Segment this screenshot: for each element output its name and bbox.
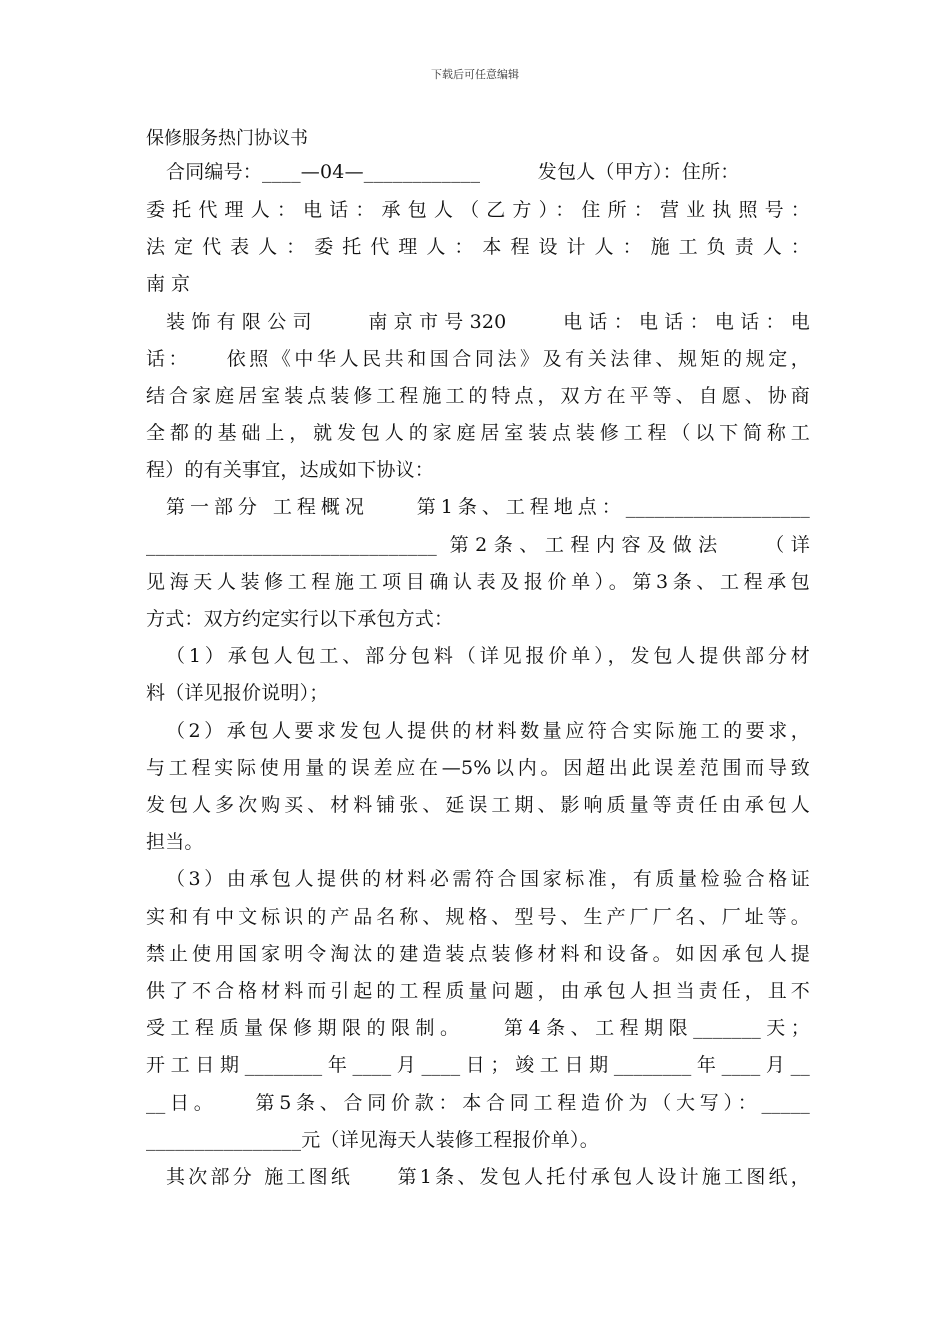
document-title: 保修服务热门协议书: [146, 128, 308, 149]
body-line: 见海天人装修工程施工项目确认表及报价单）。第3条、工程承包: [146, 571, 810, 593]
body-line: 程）的有关事宜，达成如下协议：: [146, 459, 435, 481]
body-line: ________________元（详见海天人装修工程报价单）。: [146, 1129, 599, 1151]
body-line: 全都的基础上，就发包人的家庭居室装点装修工程（以下简称工: [146, 422, 810, 444]
body-line: ______________________________ 第2条、工程内容及做法 （详: [146, 534, 810, 556]
body-line: （2）承包人要求发包人提供的材料数量应符合实际施工的要求，: [166, 720, 810, 742]
body-line: （3）由承包人提供的材料必需符合国家标准，有质量检验合格证: [166, 868, 810, 890]
body-line: 受工程质量保修期限的限制。 第4条、工程期限_______天；: [146, 1017, 810, 1039]
body-line: 话： 依照《中华人民共和国合同法》及有关法律、规矩的规定，: [146, 348, 810, 370]
body-line: 合同编号：____—04—____________ 发包人（甲方）：住所：: [166, 161, 740, 183]
body-line: 发包人多次购买、材料铺张、延误工期、影响质量等责任由承包人: [146, 794, 810, 816]
body-line: __日。 第5条、合同价款：本合同工程造价为（大写）：_____: [146, 1092, 810, 1114]
body-line: 担当。: [146, 831, 204, 853]
body-line: 禁止使用国家明令淘汰的建造装点装修材料和设备。如因承包人提: [146, 943, 810, 965]
body-line: 料（详见报价说明）；: [146, 682, 329, 704]
body-line: 方式：双方约定实行以下承包方式：: [146, 608, 454, 630]
body-line: 实和有中文标识的产品名称、规格、型号、生产厂厂名、厂址等。: [146, 906, 810, 928]
page-header-note: 下载后可任意编辑: [431, 68, 519, 81]
body-line: （1）承包人包工、部分包料（详见报价单），发包人提供部分材: [166, 645, 810, 667]
body-line: 其次部分 施工图纸 第1条、发包人托付承包人设计施工图纸，: [166, 1166, 810, 1188]
body-line: 装饰有限公司 南京市号320 电话：电话：电话：电: [166, 311, 810, 333]
body-line: 开工日期________年____月____日；竣工日期________年____月__: [146, 1054, 810, 1076]
body-line: 供了不合格材料而引起的工程质量问题，由承包人担当责任，且不: [146, 980, 810, 1002]
body-line: 委托代理人：电话：承包人（乙方）：住所：营业执照号：: [146, 199, 810, 221]
body-line: 法定代表人：委托代理人：本程设计人：施工负责人：: [146, 236, 810, 258]
body-line: 南京: [146, 273, 197, 295]
body-line: 第一部分 工程概况 第1条、工程地点：___________________: [166, 496, 810, 518]
body-line: 与工程实际使用量的误差应在—5%以内。因超出此误差范围而导致: [146, 757, 810, 779]
body-line: 结合家庭居室装点装修工程施工的特点，双方在平等、自愿、协商: [146, 385, 810, 407]
